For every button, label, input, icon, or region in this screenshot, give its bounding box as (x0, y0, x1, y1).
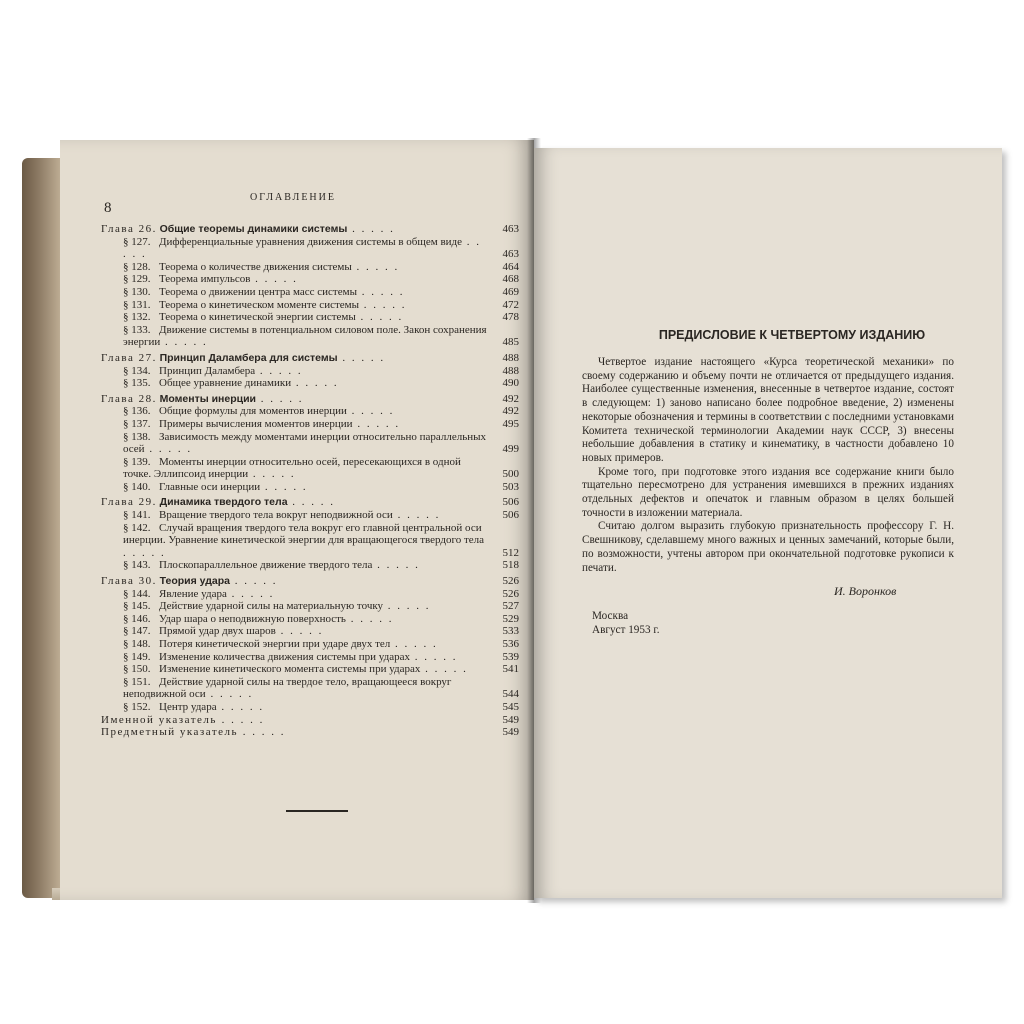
leader-dots: . . . . . (238, 726, 286, 739)
preface-paragraph: Кроме того, при подготовке этого издания все содержание книги было тщательно пересмотрено для устранения имевшихся в прежних изданиях отдельных дефектов и опечаток и главным образом в целях большей точности в изложении материала. (582, 465, 954, 519)
toc-section-row (101, 625, 519, 638)
toc-page-number: 485 (502, 336, 519, 349)
leader-dots: . . . . . (216, 700, 265, 713)
leader-dots: . . . . . (355, 311, 404, 324)
leader-dots: . . . . . (347, 223, 395, 235)
toc-section-row (101, 456, 519, 481)
section-number: § 136. (123, 405, 151, 418)
toc-page-number: 469 (502, 285, 519, 298)
toc-page-number: 526 (502, 587, 519, 600)
toc-page-number: 506 (502, 509, 519, 522)
chapter-label: Глава 28. (101, 392, 157, 405)
leader-dots: . . . . . (291, 377, 339, 390)
leader-dots: . . . . . (346, 405, 395, 418)
section-title: Теорема о количестве движения системы (159, 260, 352, 273)
section-number: § 147. (123, 625, 151, 638)
toc-page-number: 506 (502, 496, 519, 509)
toc-page-number: 541 (502, 663, 519, 676)
toc-page-number: 549 (502, 713, 519, 726)
toc-section-row (101, 481, 519, 494)
toc-section-row (101, 701, 519, 714)
section-title: Теорема о кинетической энергии системы (159, 311, 356, 324)
section-title: Общие формулы для моментов инерции (159, 405, 347, 418)
leader-dots: . . . . . (230, 575, 278, 588)
section-number: § 138. (123, 430, 151, 443)
leader-dots: . . . . . (372, 559, 420, 572)
section-number: § 133. (123, 323, 151, 336)
toc-chapter-row (101, 223, 519, 236)
section-number: § 152. (123, 700, 151, 713)
leader-dots: . . . . . (351, 260, 400, 273)
open-book (22, 128, 1006, 900)
toc-page-number: 549 (502, 726, 519, 739)
toc-section-row (101, 365, 519, 378)
leader-dots: . . . . . (352, 417, 401, 430)
toc-section-row (101, 676, 519, 701)
section-number: § 146. (123, 612, 151, 625)
preface-paragraph: Четвертое издание настоящего «Курса теоретической механики» по своему содержанию и объему почти не отличается от предыдущего издания. Наиболее существенные изменения, внесенные в четвертое издание, состоят в следующем: 1) заново написано более подробное введение, 2) изменены некоторые обозначения и термины в соответствии с последними установками Комитета технической терминологии Академии наук СССР, 3) внесены небольшие добавления в статику и кинематику, в частности добавлено 10 новых примеров. (582, 356, 954, 464)
toc-page-number: 495 (502, 417, 519, 430)
toc-section-row (101, 311, 519, 324)
section-title: Действие ударной силы на материальную точку (159, 600, 384, 613)
toc-page-number: 492 (502, 392, 519, 405)
section-number: § 141. (123, 509, 151, 522)
toc-page-number: 518 (502, 559, 519, 572)
author-signature: И. Воронков (834, 584, 897, 598)
leader-dots: . . . . . (248, 468, 296, 481)
section-title: Зависимость между моментами инерции относительно параллельных осей (123, 430, 487, 456)
section-title: Действие ударной силы на твердое тело, вращающееся вокруг неподвижной оси (123, 675, 452, 701)
toc-page-number: 503 (502, 480, 519, 493)
leader-dots: . . . . . (160, 336, 208, 349)
toc-section-row (101, 418, 519, 431)
toc-section-row (101, 405, 519, 418)
leader-dots: . . . . . (392, 509, 441, 522)
section-number: § 135. (123, 377, 151, 390)
toc-section-row (101, 509, 519, 522)
section-title: Изменение количества движения системы при ударах (159, 650, 410, 663)
toc-chapter-row (101, 393, 519, 406)
section-number: § 148. (123, 638, 151, 650)
chapter-title: Принцип Даламбера для системы (159, 351, 338, 364)
section-title: Центр удара (159, 700, 217, 713)
toc-page-number: 500 (502, 468, 519, 481)
section-title: Теорема о движении центра масс системы (159, 285, 357, 298)
section-number: § 142. (123, 521, 151, 534)
leader-dots: . . . . . (123, 546, 166, 559)
toc-section-row (101, 613, 519, 626)
leader-dots: . . . . . (287, 496, 336, 509)
chapter-title: Общие теоремы динамики системы (159, 223, 348, 235)
section-title: Принцип Даламбера (159, 364, 256, 377)
toc-section-row (101, 588, 519, 601)
section-title: Изменение кинетического момента системы при ударах (159, 663, 421, 676)
section-number: § 129. (123, 273, 151, 286)
chapter-title: Динамика твердого тела (159, 496, 288, 509)
leader-dots: . . . . . (409, 650, 458, 663)
toc-section-row (101, 261, 519, 274)
toc-page-number: 463 (502, 223, 519, 235)
leader-dots: . . . . . (356, 285, 405, 298)
end-rule (286, 810, 348, 812)
toc-section-row (101, 299, 519, 312)
place-date (592, 609, 660, 637)
section-number: § 131. (123, 298, 151, 311)
leader-dots: . . . . . (226, 587, 275, 600)
toc-page-number: 539 (502, 650, 519, 663)
toc-section-row (101, 638, 519, 651)
toc-page-number: 464 (502, 260, 519, 273)
section-title: Случай вращения твердого тела вокруг его главной центральной оси инерции. Уравнение кинетической энергии для вращающегося твердого тела (123, 521, 485, 547)
leader-dots: . . . . . (345, 612, 394, 625)
section-title: Плоскопараллельное движение твердого тела (159, 559, 373, 572)
leader-dots: . . . . . (144, 443, 193, 456)
toc-index-row (101, 714, 519, 727)
toc-page-number: 529 (502, 612, 519, 625)
section-number: § 127. (123, 235, 151, 248)
date: Август 1953 г. (592, 624, 660, 636)
section-number: § 128. (123, 260, 151, 273)
toc-page-number: 468 (502, 273, 519, 286)
leader-dots: . . . . . (383, 600, 431, 613)
toc-section-row (101, 651, 519, 664)
toc-page-number: 545 (502, 700, 519, 713)
toc-page-number: 533 (502, 625, 519, 638)
leader-dots: . . . . . (337, 351, 386, 364)
toc-section-row (101, 286, 519, 299)
section-title: Моменты инерции относительно осей, пересекающихся в одной точке. Эллипсоид инерции (123, 455, 461, 481)
table-of-contents (101, 220, 519, 739)
toc-section-row (101, 559, 519, 572)
preface-title: ПРЕДИСЛОВИЕ К ЧЕТВЕРТОМУ ИЗДАНИЮ (658, 328, 926, 342)
index-title: Именной указатель (101, 713, 217, 726)
preface-body (582, 356, 954, 575)
toc-chapter-row (101, 496, 519, 509)
section-title: Удар шара о неподвижную поверхность (159, 612, 346, 625)
toc-page-number: 544 (502, 688, 519, 701)
section-number: § 139. (123, 455, 151, 468)
toc-page-number: 488 (502, 364, 519, 377)
section-title: Примеры вычисления моментов инерции (159, 417, 353, 430)
toc-page-number: 536 (502, 638, 519, 650)
section-title: Вращение твердого тела вокруг неподвижной оси (159, 509, 393, 522)
chapter-label: Глава 27. (101, 351, 157, 364)
leader-dots: . . . . . (359, 298, 407, 311)
toc-section-row (101, 600, 519, 613)
toc-section-row (101, 324, 519, 349)
section-title: Движение системы в потенциальном силовом поле. Закон сохранения энергии (123, 323, 487, 349)
chapter-label: Глава 30. (101, 575, 157, 588)
section-number: § 132. (123, 311, 151, 324)
chapter-label: Глава 29. (101, 496, 157, 509)
right-page (534, 148, 1002, 898)
chapter-title: Моменты инерции (159, 392, 257, 405)
preface-paragraph: Считаю долгом выразить глубокую признательность профессору Г. Н. Свешникову, сделавшему много важных и ценных замечаний, которые были, по возможности, учтены автором при окончательной подготовке рукописи к печати. (582, 520, 954, 574)
leader-dots: . . . . . (260, 480, 308, 493)
leader-dots: . . . . . (275, 625, 324, 638)
section-number: § 140. (123, 480, 151, 493)
section-title: Прямой удар двух шаров (159, 625, 276, 638)
toc-section-row (101, 663, 519, 676)
chapter-title: Теория удара (159, 575, 230, 588)
leader-dots: . . . . . (205, 688, 254, 701)
toc-page-number: 492 (502, 405, 519, 418)
section-number: § 144. (123, 587, 151, 600)
city: Москва (592, 610, 629, 622)
section-title: Явление удара (159, 587, 227, 600)
toc-section-row (101, 273, 519, 286)
section-title: Потеря кинетической энергии при ударе двух тел (159, 638, 391, 650)
toc-index-row (101, 726, 519, 739)
section-number: § 151. (123, 675, 151, 688)
leader-dots: . . . . . (250, 273, 298, 286)
toc-page-number: 463 (502, 248, 519, 261)
section-number: § 149. (123, 650, 151, 663)
toc-chapter-row (101, 575, 519, 588)
chapter-label: Глава 26. (101, 223, 157, 235)
leader-dots: . . . . . (123, 235, 482, 261)
section-title: Общее уравнение динамики (159, 377, 292, 390)
section-title: Дифференциальные уравнения движения системы в общем виде (159, 235, 463, 248)
toc-page-number: 478 (502, 311, 519, 324)
section-title: Теорема о кинетическом моменте системы (159, 298, 359, 311)
toc-section-row (101, 522, 519, 560)
leader-dots: . . . . . (420, 663, 468, 676)
section-number: § 143. (123, 559, 151, 572)
leader-dots: . . . . . (255, 364, 303, 377)
toc-page-number: 490 (502, 377, 519, 390)
toc-section-row (101, 236, 519, 261)
leader-dots: . . . . . (390, 638, 438, 650)
leader-dots: . . . . . (216, 713, 265, 726)
section-number: § 130. (123, 285, 151, 298)
toc-page-number: 472 (502, 298, 519, 311)
toc-section-row (101, 377, 519, 390)
toc-page-number: 526 (502, 575, 519, 588)
section-number: § 150. (123, 663, 151, 676)
toc-section-row (101, 431, 519, 456)
left-page (60, 140, 534, 900)
index-title: Предметный указатель (101, 726, 239, 739)
toc-page-number: 527 (502, 600, 519, 613)
toc-page-number: 488 (502, 351, 519, 364)
toc-page-number: 512 (502, 546, 519, 559)
section-number: § 134. (123, 364, 151, 377)
section-title: Главные оси инерции (159, 480, 261, 493)
toc-chapter-row (101, 352, 519, 365)
toc-page-number: 499 (502, 443, 519, 456)
section-title: Теорема импульсов (159, 273, 251, 286)
section-number: § 145. (123, 600, 151, 613)
running-head: ОГЛАВЛЕНИЕ (250, 192, 336, 203)
section-number: § 137. (123, 417, 151, 430)
page-number: 8 (104, 200, 112, 216)
leader-dots: . . . . . (256, 392, 304, 405)
